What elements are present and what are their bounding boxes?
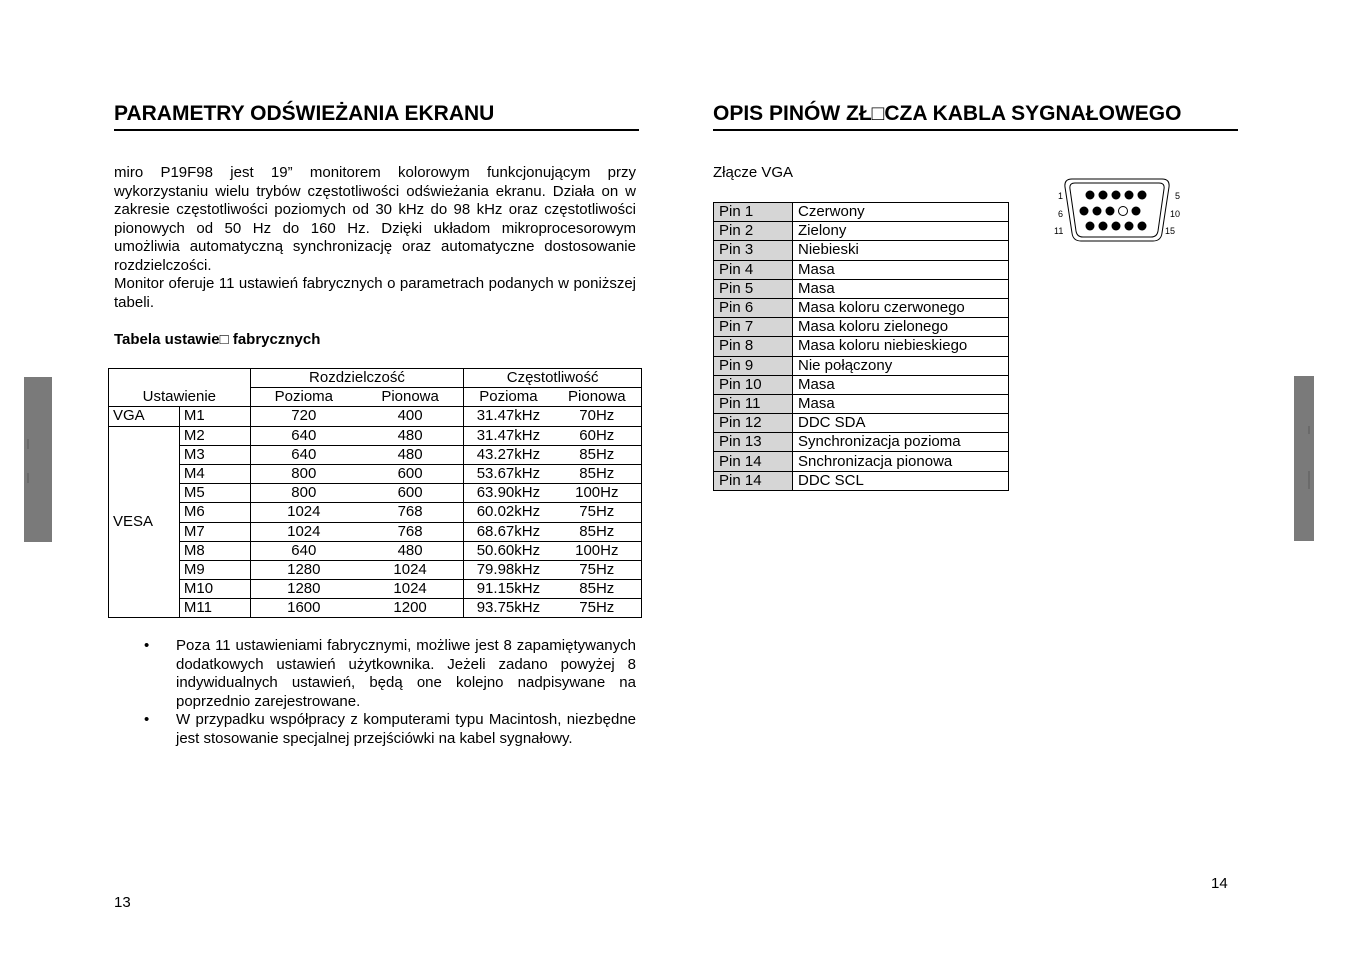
res-h-cell: 800	[250, 464, 357, 483]
table-row	[714, 337, 1009, 356]
freq-v-cell: 85Hz	[553, 580, 642, 599]
table-row	[714, 375, 1009, 394]
intro-paragraph-2: Monitor oferuje 11 ustawień fabrycznych o parametrach podanych w poniższej tabeli.	[114, 275, 636, 311]
bullet-icon: •	[144, 711, 150, 728]
pin-number-cell: Pin 6	[714, 298, 793, 317]
table-row	[109, 560, 642, 579]
left-thumb-tab	[24, 377, 52, 542]
res-h-cell: 1024	[250, 522, 357, 541]
table-row	[714, 318, 1009, 337]
settings-table	[108, 368, 642, 618]
header-frequency: Częstotliwość	[464, 369, 642, 388]
table-row	[714, 298, 1009, 317]
res-v-cell: 768	[357, 522, 464, 541]
mode-cell: M1	[179, 407, 250, 426]
res-h-cell: 720	[250, 407, 357, 426]
res-h-cell: 640	[250, 426, 357, 445]
notes-list	[114, 637, 636, 748]
pin-signal-cell: Masa koloru czerwonego	[793, 298, 1009, 317]
res-h-cell: 640	[250, 445, 357, 464]
pin-number-cell: Pin 9	[714, 356, 793, 375]
pin-table	[713, 202, 1009, 491]
table-row	[714, 471, 1009, 490]
freq-v-cell: 70Hz	[553, 407, 642, 426]
intro-paragraph-1: miro P19F98 jest 19” monitorem kolorowym funkcjonującym przy wykorzystaniu wielu trybów częstotliwości odświeżania ekranu. Działa on w zakresie częstotliwości poziomych od 30 kHz do 98 kHz oraz częstotliwości pionowych od 50 Hz do 160 Hz. Dzięki układom mikroprocesorowym umożliwia automatyczną synchronizację oraz automatyczne dostosowanie rozdzielczości.	[114, 164, 636, 274]
table-row	[109, 445, 642, 464]
freq-h-cell: 63.90kHz	[464, 484, 553, 503]
pin-label-1: 1	[1058, 191, 1064, 201]
res-v-cell: 600	[357, 464, 464, 483]
pin-number-cell: Pin 13	[714, 433, 793, 452]
freq-h-cell: 43.27kHz	[464, 445, 553, 464]
table-row	[714, 452, 1009, 471]
mode-cell: M11	[179, 599, 250, 618]
table-row	[109, 484, 642, 503]
freq-h-cell: 93.75kHz	[464, 599, 553, 618]
pin-label-11: 11	[1054, 226, 1064, 236]
table-row	[714, 222, 1009, 241]
note-text: Poza 11 ustawieniami fabrycznymi, możliwe jest 8 zapamiętywanych dodatkowych ustawień użytkownika. Jeżeli zadano powyżej 8 indywidualnych ustawień, będą one kolejno nadpisywane na poprzednio zarejestrowane.	[176, 637, 636, 710]
page-number-left: 13	[114, 894, 131, 911]
pin-signal-cell: Masa	[793, 279, 1009, 298]
list-item	[114, 637, 636, 711]
table-row	[109, 599, 642, 618]
right-page-title: OPIS PINÓW ZŁ□CZA KABLA SYGNAŁOWEGO	[713, 102, 1238, 131]
header-resolution: Rozdzielczość	[250, 369, 464, 388]
pin-signal-cell: Synchronizacja pozioma	[793, 433, 1009, 452]
table-heading: Tabela ustawie□ fabrycznych	[114, 331, 321, 348]
table-row	[109, 522, 642, 541]
bullet-icon: •	[144, 637, 150, 654]
res-v-cell: 480	[357, 445, 464, 464]
pin-number-cell: Pin 11	[714, 394, 793, 413]
connector-label: Złącze VGA	[713, 164, 794, 181]
pin-dots	[1080, 191, 1147, 231]
pin-label-15: 15	[1165, 226, 1176, 236]
res-h-cell: 640	[250, 541, 357, 560]
mode-cell: M2	[179, 426, 250, 445]
res-v-cell: 400	[357, 407, 464, 426]
pin-signal-cell: Nie połączony	[793, 356, 1009, 375]
res-v-cell: 480	[357, 426, 464, 445]
res-v-cell: 1024	[357, 560, 464, 579]
table-row	[714, 356, 1009, 375]
tab-mark	[27, 473, 29, 483]
mode-cell: M3	[179, 445, 250, 464]
pin-signal-cell: Snchronizacja pionowa	[793, 452, 1009, 471]
freq-h-cell: 50.60kHz	[464, 541, 553, 560]
res-v-cell: 480	[357, 541, 464, 560]
subheader-freq-vertical: Pionowa	[553, 388, 642, 407]
res-h-cell: 1600	[250, 599, 357, 618]
pin-number-cell: Pin 14	[714, 471, 793, 490]
res-h-cell: 1280	[250, 560, 357, 579]
freq-h-cell: 91.15kHz	[464, 580, 553, 599]
res-v-cell: 600	[357, 484, 464, 503]
pin-number-cell: Pin 5	[714, 279, 793, 298]
table-row	[714, 433, 1009, 452]
page-number-right: 14	[1211, 875, 1228, 892]
freq-v-cell: 85Hz	[553, 522, 642, 541]
table-row	[109, 541, 642, 560]
pin-number-cell: Pin 2	[714, 222, 793, 241]
pin-number-cell: Pin 10	[714, 375, 793, 394]
list-item	[114, 711, 636, 748]
freq-v-cell: 75Hz	[553, 560, 642, 579]
mode-cell: M7	[179, 522, 250, 541]
freq-h-cell: 79.98kHz	[464, 560, 553, 579]
freq-h-cell: 68.67kHz	[464, 522, 553, 541]
subheader-res-vertical: Pionowa	[357, 388, 464, 407]
table-row	[714, 414, 1009, 433]
freq-h-cell: 31.47kHz	[464, 426, 553, 445]
table-header-row	[109, 369, 642, 388]
table-row	[714, 394, 1009, 413]
subheader-res-horizontal: Pozioma	[250, 388, 357, 407]
pin-number-cell: Pin 8	[714, 337, 793, 356]
mode-cell: M8	[179, 541, 250, 560]
right-thumb-tab	[1294, 376, 1314, 541]
left-page-title: PARAMETRY ODŚWIEŻANIA EKRANU	[114, 102, 639, 131]
pin-signal-cell: Masa	[793, 260, 1009, 279]
tab-mark	[1308, 426, 1310, 434]
table-row	[109, 407, 642, 426]
table-row	[109, 426, 642, 445]
pin-signal-cell: Masa koloru zielonego	[793, 318, 1009, 337]
pin-number-cell: Pin 4	[714, 260, 793, 279]
res-v-cell: 768	[357, 503, 464, 522]
pin-number-cell: Pin 1	[714, 203, 793, 222]
mode-cell: M10	[179, 580, 250, 599]
freq-v-cell: 60Hz	[553, 426, 642, 445]
freq-v-cell: 85Hz	[553, 464, 642, 483]
tab-mark	[1308, 471, 1310, 489]
table-row	[109, 580, 642, 599]
pin-signal-cell: DDC SDA	[793, 414, 1009, 433]
header-settings: Ustawienie	[109, 369, 251, 407]
freq-v-cell: 75Hz	[553, 503, 642, 522]
pin-signal-cell: Zielony	[793, 222, 1009, 241]
freq-v-cell: 100Hz	[553, 541, 642, 560]
res-v-cell: 1200	[357, 599, 464, 618]
freq-v-cell: 75Hz	[553, 599, 642, 618]
pin-number-cell: Pin 12	[714, 414, 793, 433]
res-h-cell: 1280	[250, 580, 357, 599]
pin-signal-cell: DDC SCL	[793, 471, 1009, 490]
table-row	[714, 203, 1009, 222]
freq-h-cell: 53.67kHz	[464, 464, 553, 483]
pin-label-10: 10	[1170, 209, 1181, 219]
table-row	[109, 503, 642, 522]
group-vga: VGA	[109, 407, 180, 426]
pin-signal-cell: Niebieski	[793, 241, 1009, 260]
res-v-cell: 1024	[357, 580, 464, 599]
freq-h-cell: 60.02kHz	[464, 503, 553, 522]
mode-cell: M9	[179, 560, 250, 579]
pin-signal-cell: Masa koloru niebieskiego	[793, 337, 1009, 356]
group-vesa: VESA	[109, 426, 180, 618]
freq-h-cell: 31.47kHz	[464, 407, 553, 426]
pin-number-cell: Pin 7	[714, 318, 793, 337]
pin-number-cell: Pin 3	[714, 241, 793, 260]
vga-connector-diagram	[1050, 175, 1190, 247]
intro-text	[114, 164, 636, 312]
mode-cell: M4	[179, 464, 250, 483]
freq-v-cell: 85Hz	[553, 445, 642, 464]
mode-cell: M5	[179, 484, 250, 503]
freq-v-cell: 100Hz	[553, 484, 642, 503]
pin-signal-cell: Czerwony	[793, 203, 1009, 222]
pin-signal-cell: Masa	[793, 394, 1009, 413]
mode-cell: M6	[179, 503, 250, 522]
subheader-freq-horizontal: Pozioma	[464, 388, 553, 407]
note-text: W przypadku współpracy z komputerami typu Macintosh, niezbędne jest stosowanie specjalnej przejściówki na kabel sygnałowy.	[176, 711, 636, 747]
pin-label-5: 5	[1175, 191, 1181, 201]
res-h-cell: 800	[250, 484, 357, 503]
res-h-cell: 1024	[250, 503, 357, 522]
pin-number-cell: Pin 14	[714, 452, 793, 471]
table-row	[714, 279, 1009, 298]
table-row	[109, 464, 642, 483]
tab-mark	[27, 439, 29, 449]
table-row	[714, 260, 1009, 279]
pin-label-6: 6	[1058, 209, 1064, 219]
table-row	[714, 241, 1009, 260]
pin-signal-cell: Masa	[793, 375, 1009, 394]
